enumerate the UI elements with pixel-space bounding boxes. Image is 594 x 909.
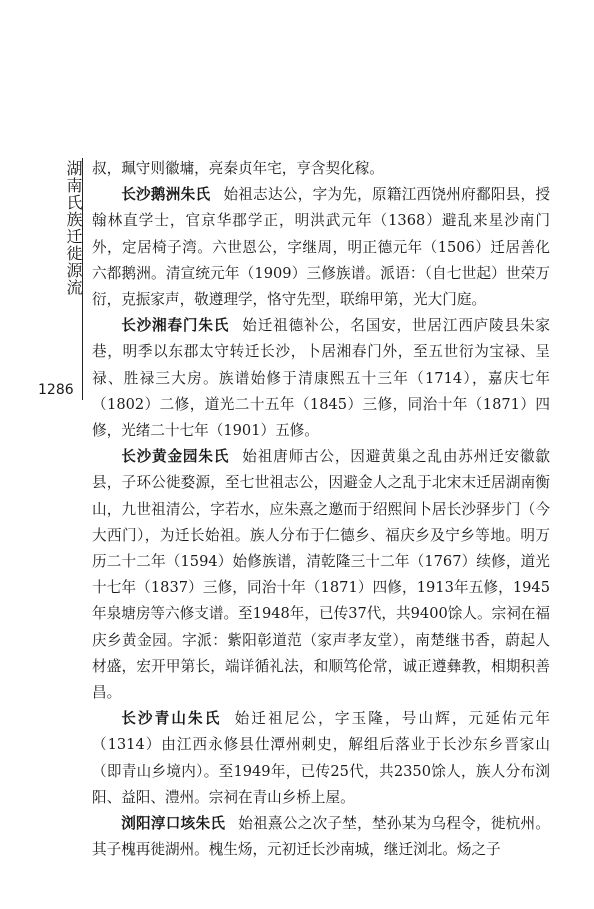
clan-heading: 长沙黄金园朱氏 [121,448,230,466]
paragraph-text: 始祖熹公之次子埜，埜孙某为乌程令，徙杭州。其子槐再徙湖州。槐生炀，元初迁长沙南城，继迁浏北。炀之子 [92,815,550,859]
body-text [92,156,550,863]
paragraph-text: 始迁祖德补公，名国安，世居江西庐陵县朱家巷，明季以东郡太守转迁长沙，卜居湘春门外，至五世衍为宝禄、呈禄、胜禄三大房。族谱始修于清康熙五十三年（1714），嘉庆七年（1802）二修，道光二十五年（1845）三修，同治十年（1871）四修，光绪二十七年（1901）五修。 [92,317,550,440]
clan-heading: 长沙湘春门朱氏 [121,317,230,335]
clan-heading: 浏阳淳口垓朱氏 [121,815,226,833]
page-number: 1286 [38,382,74,398]
paragraph-text: 始祖志达公，字为先，原籍江西饶州府鄱阳县，授翰林直学士，官京华郡学正，明洪武元年（1368）避乱来星沙南门外，定居椅子湾。六世恩公，字继周，明正德元年（1506）迁居善化六都鹅洲。清宣统元年（1909）三修族谱。派语：（自七世起）世荣万衍，克振家声，敬遵理学，恪守先型，联绵甲第，光大门庭。 [92,186,550,309]
clan-heading: 长沙鹅洲朱氏 [121,186,211,204]
paragraph-liuyang-chunkouduo [92,811,550,863]
clan-heading: 长沙青山朱氏 [121,710,222,728]
paragraph-changsha-xiangchunmen [92,313,550,444]
paragraph-changsha-ezhou [92,182,550,313]
paragraph-continuation [92,156,550,182]
paragraph-text: 始迁祖尼公，字玉隆，号山辉，元延佑元年（1314）由江西永修县仕潭州刺史，解组后落业于长沙东乡晋家山（即青山乡境内）。至1949年，已传25代，共2350馀人，族人分布浏阳、益阳、澧州。宗祠在青山乡桥上屋。 [92,710,550,806]
margin-rule [82,158,83,400]
paragraph-changsha-qingshan [92,706,550,811]
running-title: 湖南氏族迁徙源流 [64,160,83,296]
paragraph-text: 叔，珮守则徽墉，亮秦贞年宅，亨含契化稼。 [92,160,384,177]
paragraph-changsha-huangjinyuan [92,444,550,706]
paragraph-text: 始祖唐师古公，因避黄巢之乱由苏州迁安徽歙县，子环公徙婺源，至七世祖志公，因避金人之乱于北宋末迁居湖南衡山，九世祖清公，字若水，应朱熹之邀而于绍熙间卜居长沙驿步门（今大西门），为迁长始祖。族人分布于仁德乡、福庆乡及宁乡等地。明万历二十二年（1594）始修族谱，清乾隆三十二年（1767）续修，道光十七年（1837）三修，同治十年（1871）四修，1913年五修，1945年泉塘房等六修支谱。至1948年，已传37代，共9400馀人。宗祠在福庆乡黄金园。字派：紫阳彰道范（家声孝友堂），南楚继书香，蔚起人材盛，宏开甲第长，端详循礼法，和顺笃伦常，诚正遵彝教，相期积善昌。 [92,448,550,702]
